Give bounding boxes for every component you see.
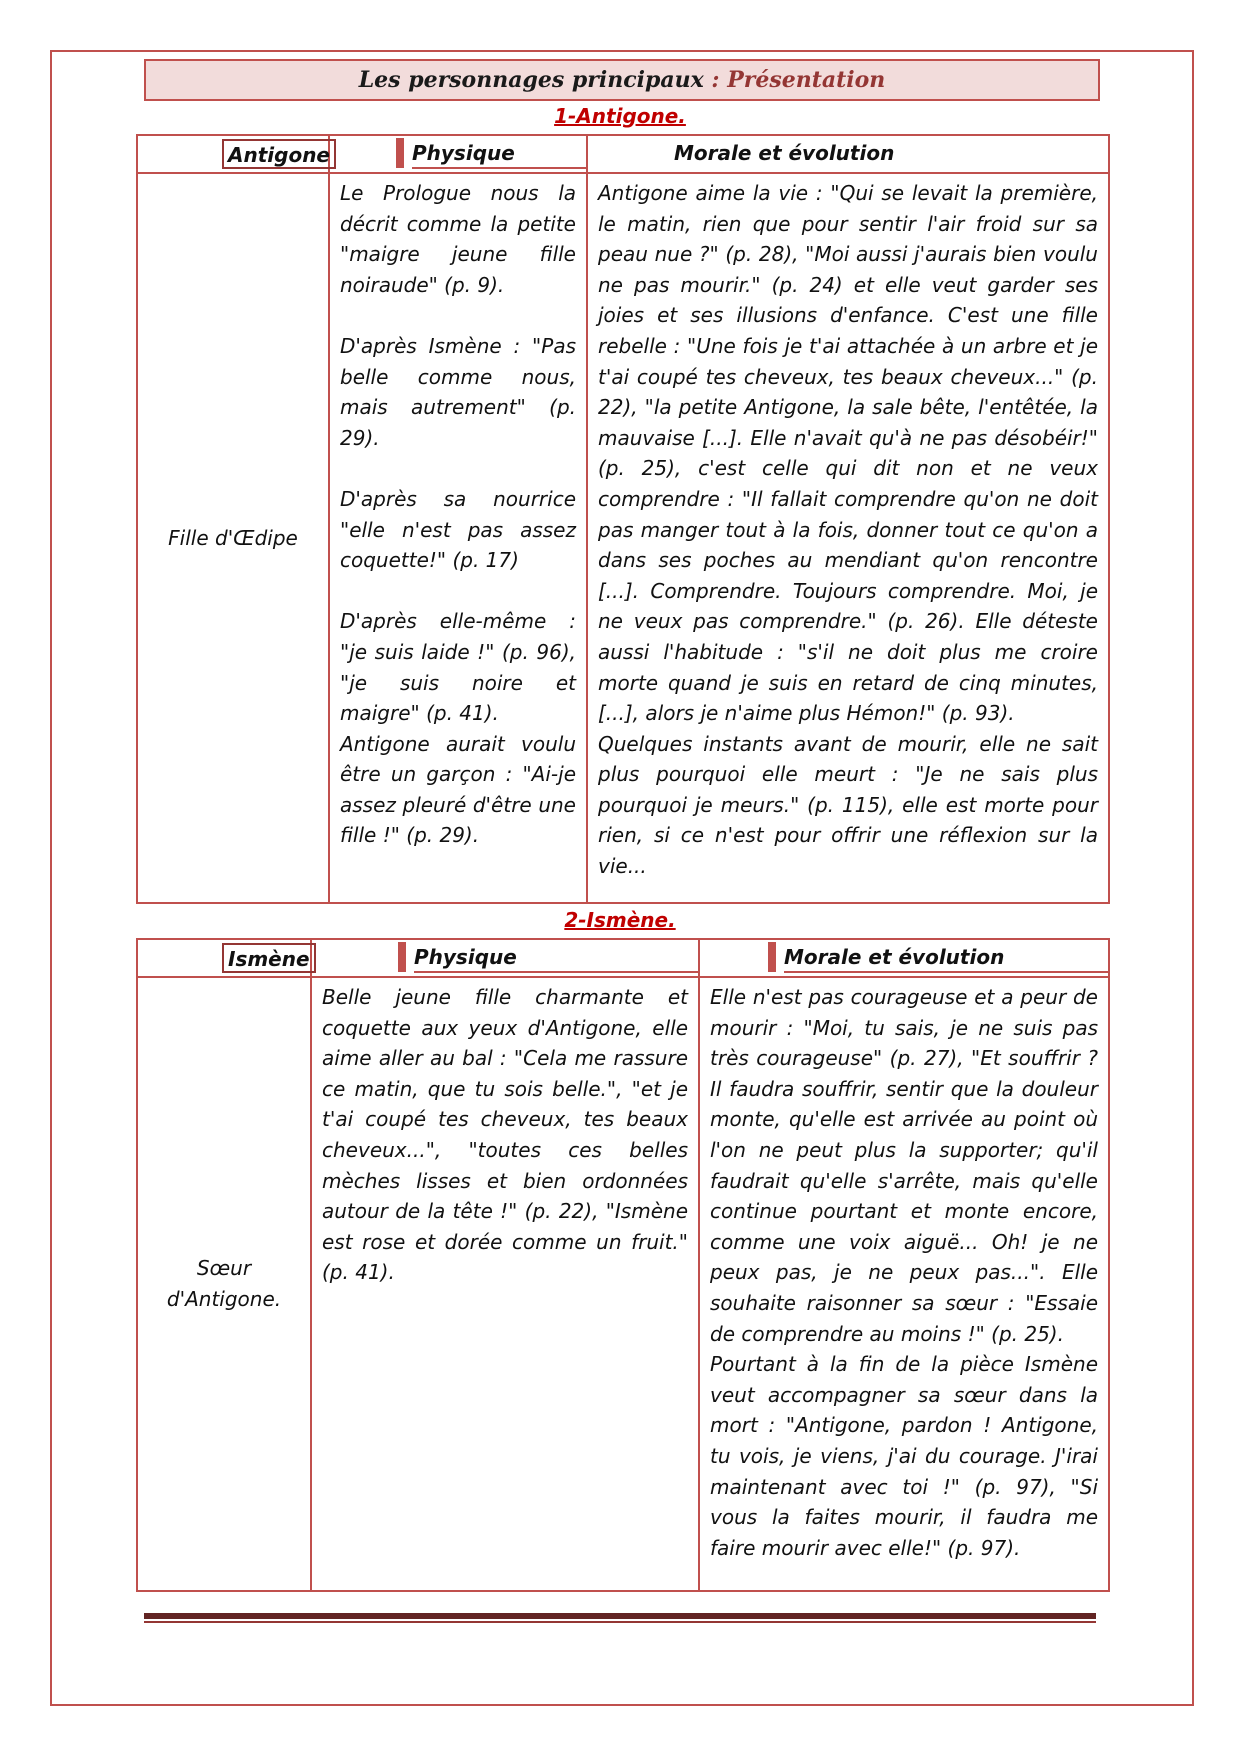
section-heading-ismene: 2-Ismène. (564, 908, 676, 932)
physique-paragraph: D'après Ismène : "Pas belle comme nous, mais autrement" (p. 29). (340, 333, 576, 450)
physique-paragraph: D'après elle-même : "je suis laide !" (p. 96), "je suis noire et maigre" (p. 41). (340, 609, 576, 726)
column-header-physique: Physique (414, 943, 698, 973)
ismene-table (136, 938, 1110, 1592)
ismene-morale-header (699, 939, 1109, 977)
column-header-physique: Physique (412, 139, 586, 169)
character-name: Antigone (222, 139, 336, 169)
ismene-physique-header (311, 939, 699, 977)
physique-paragraph: D'après sa nourrice "elle n'est pas assez coquette!" (p. 17) (340, 486, 576, 573)
physique-paragraph: Antigone aurait voulu être un garçon : "Ai-je assez pleuré d'être une fille !" (p. 29). (340, 731, 576, 848)
title-separator: : (703, 67, 728, 93)
morale-paragraph: Pourtant à la fin de la pièce Ismène veut accompagner sa sœur dans la mort : "Antigone, pardon ! Antigone, tu vois, je viens, j'ai du courage. J'irai maintenant avec toi !" (p. 97), "Si vous la faites mourir, il faudra me faire mourir avec elle!" (p. 97). (710, 1352, 1098, 1560)
antigone-morale-cell (587, 173, 1109, 903)
ismene-identity-cell (137, 977, 311, 1591)
character-name: Ismène (222, 943, 316, 973)
title-sub: Présentation (727, 67, 886, 93)
header-accent-bar (396, 138, 404, 168)
character-identity: Sœur d'Antigone. (166, 1256, 282, 1311)
character-identity: Fille d'Œdipe (168, 526, 298, 550)
antigone-identity-cell (137, 173, 329, 903)
ismene-morale-cell (699, 977, 1109, 1591)
antigone-physique-cell (329, 173, 587, 903)
header-accent-bar (768, 942, 776, 972)
antigone-table (136, 134, 1110, 904)
page-title (144, 59, 1100, 101)
ismene-name-header (137, 939, 311, 977)
ismene-physique-cell (311, 977, 699, 1591)
column-header-morale: Morale et évolution (784, 943, 1108, 973)
morale-paragraph: Antigone aime la vie : "Qui se levait la première, le matin, rien que pour sentir l'air froid sur sa peau nue ?" (p. 28), "Moi aussi j'aurais bien voulu ne pas mourir." (p. 24) et elle veut garder ses joies et ses illusions d'enfance. C'est une fille rebelle : "Une fois je t'ai attachée à un arbre et je t'ai coupé tes cheveux, tes beaux cheveux..." (p. 22), "la petite Antigone, la sale bête, l'entêtée, la mauvaise [...]. Elle n'avait qu'à ne pas désobéir!" (p. 25), c'est celle qui dit non et ne veux comprendre : "Il fallait comprendre qu'on ne doit pas manger tout à la fois, donner tout ce qu'on a dans ses poches au mendiant qu'on rencontre [...]. Comprendre. Toujours comprendre. Moi, je ne veux pas comprendre." (p. 26). Elle déteste aussi l'habitude : "s'il ne doit plus me croire morte quand je suis en retard de cinq minutes, [...], alors je n'aime plus Hémon!" (p. 93). (598, 181, 1098, 726)
antigone-morale-header (587, 135, 1109, 173)
morale-paragraph: Elle n'est pas courageuse et a peur de mourir : "Moi, tu sais, je ne suis pas très courageuse" (p. 27), "Et souffrir ? Il faudra souffrir, sentir que la douleur monte, qu'elle est arrivée au point où l'on ne peut plus la supporter; qu'il faudrait qu'elle s'arrête, mais qu'elle continue pourtant et monte encore, comme une voix aiguë... Oh! je ne peux pas, je ne peux pas...". Elle souhaite raisonner sa sœur : "Essaie de comprendre au moins !" (p. 25). (710, 985, 1098, 1346)
footer-rule (144, 1613, 1096, 1623)
antigone-physique-header (329, 135, 587, 173)
section-heading-antigone: 1-Antigone. (554, 104, 686, 128)
column-header-morale: Morale et évolution (674, 141, 895, 165)
title-main: Les personnages principaux (358, 67, 704, 93)
header-accent-bar (398, 942, 406, 972)
morale-paragraph: Quelques instants avant de mourir, elle ne sait plus pourquoi elle meurt : "Je ne sais plus pourquoi je meurs." (p. 115), elle est morte pour rien, si ce n'est pour offrir une réflexion sur la vie... (598, 731, 1098, 879)
physique-paragraph: Le Prologue nous la décrit comme la petite "maigre jeune fille noiraude" (p. 9). (340, 181, 576, 297)
physique-paragraph: Belle jeune fille charmante et coquette aux yeux d'Antigone, elle aime aller au bal : "Cela me rassure ce matin, que tu sois belle.", "et je t'ai coupé tes cheveux, tes beaux cheveux...", "toutes ces belles mèches lisses et bien ordonnées autour de la tête !" (p. 22), "Ismène est rose et dorée comme un fruit." (p. 41). (322, 985, 688, 1285)
antigone-name-header (137, 135, 329, 173)
